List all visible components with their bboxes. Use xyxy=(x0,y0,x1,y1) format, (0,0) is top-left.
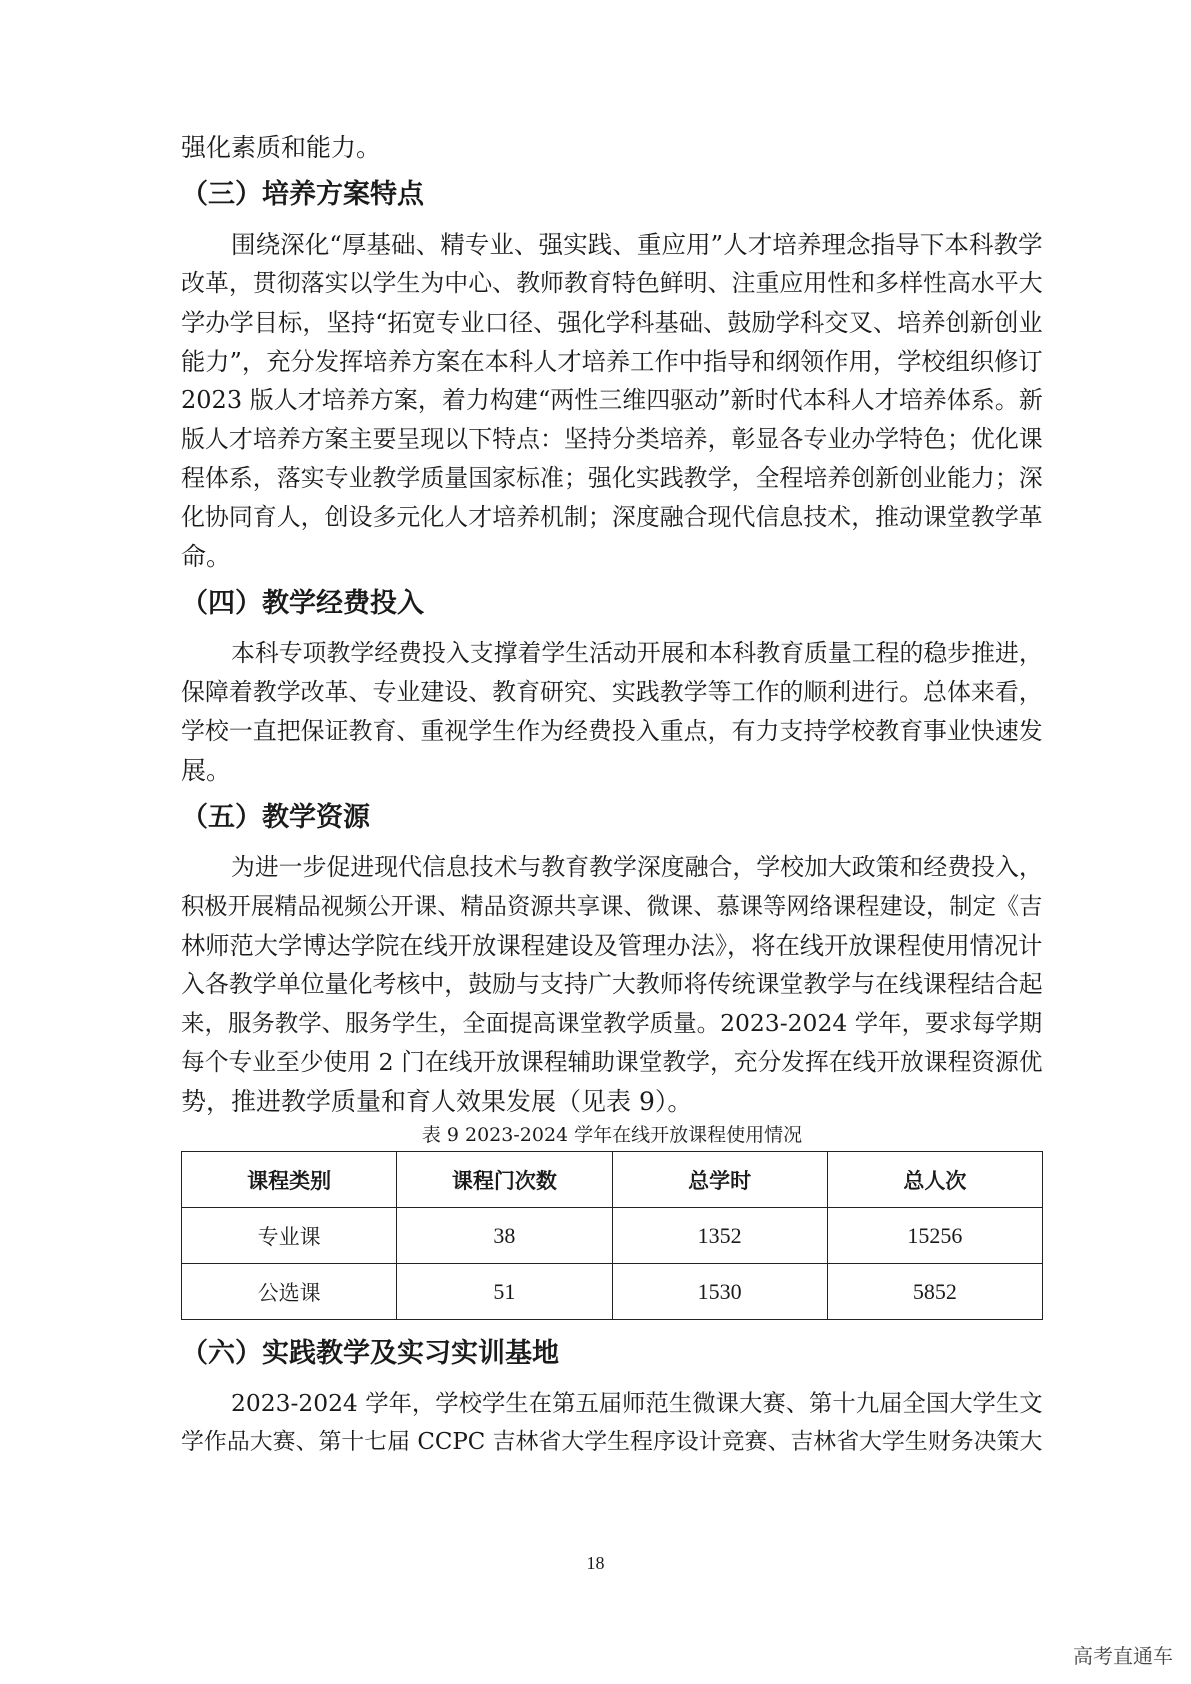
paragraph-line: 林师范大学博达学院在线开放课程建设及管理办法》，将在线开放课程使用情况计 xyxy=(181,931,1043,960)
column-header: 总学时 xyxy=(612,1152,827,1208)
table-cell: 专业课 xyxy=(182,1208,397,1264)
table-cell: 51 xyxy=(397,1264,612,1320)
paragraph-line: 改革，贯彻落实以学生为中心、教师教育特色鲜明、注重应用性和多样性高水平大 xyxy=(181,269,1043,297)
table-cell: 15256 xyxy=(827,1208,1042,1264)
paragraph-line: 势，推进教学质量和育人效果发展（见表 9）。 xyxy=(181,1087,693,1116)
section4-paragraph xyxy=(181,634,1043,790)
column-header: 课程门次数 xyxy=(397,1152,612,1208)
paragraph-line: 为进一步促进现代信息技术与教育教学深度融合，学校加大政策和经费投入， xyxy=(231,853,1043,881)
paragraph-line: 能力”，充分发挥培养方案在本科人才培养工作中指导和纲领作用，学校组织修订 xyxy=(181,347,1043,376)
table-cell: 5852 xyxy=(827,1264,1042,1320)
course-usage-table xyxy=(181,1151,1043,1320)
paragraph-line: 程体系，落实专业教学质量国家标准；强化实践教学，全程培养创新创业能力；深 xyxy=(181,464,1043,492)
paragraph-line: 命。 xyxy=(181,542,232,571)
paragraph-line: 积极开展精品视频公开课、精品资源共享课、微课、慕课等网络课程建设，制定《吉 xyxy=(181,893,1043,920)
paragraph-line: 2023-2024 学年，学校学生在第五届师范生微课大赛、第十九届全国大学生文 xyxy=(231,1389,1043,1417)
section3-paragraph xyxy=(181,225,1043,576)
intro-tail: 强化素质和能力。 xyxy=(181,133,382,162)
paragraph-line: 学作品大赛、第十七届 CCPC 吉林省大学生程序设计竞赛、吉林省大学生财务决策大 xyxy=(181,1429,1043,1455)
section6-heading: （六）实践教学及实习实训基地 xyxy=(181,1338,559,1369)
paragraph-line: 保障着教学改革、专业建设、教育研究、实践教学等工作的顺利进行。总体来看， xyxy=(181,678,1043,706)
table-cell: 38 xyxy=(397,1208,612,1264)
paragraph-line: 每个专业至少使用 2 门在线开放课程辅助课堂教学，充分发挥在线开放课程资源优 xyxy=(181,1048,1043,1076)
document-page xyxy=(181,128,1043,1462)
section5-heading: （五）教学资源 xyxy=(181,802,370,833)
section6-paragraph xyxy=(181,1384,1043,1462)
table-cell: 公选课 xyxy=(182,1264,397,1320)
paragraph-line: 化协同育人，创设多元化人才培养机制；深度融合现代信息技术，推动课堂教学革 xyxy=(181,503,1043,531)
paragraph-line: 本科专项教学经费投入支撑着学生活动开展和本科教育质量工程的稳步推进， xyxy=(231,639,1043,667)
table-cell: 1530 xyxy=(612,1264,827,1320)
paragraph-line: 来，服务教学、服务学生，全面提高课堂教学质量。2023-2024 学年，要求每学期 xyxy=(181,1009,1043,1037)
paragraph-line: 入各教学单位量化考核中，鼓励与支持广大教师将传统课堂教学与在线课程结合起 xyxy=(181,970,1043,998)
paragraph-line: 版人才培养方案主要呈现以下特点：坚持分类培养，彰显各专业办学特色；优化课 xyxy=(181,425,1043,453)
section3-heading: （三）培养方案特点 xyxy=(181,179,424,210)
paragraph-line: 围绕深化“厚基础、精专业、强实践、重应用”人才培养理念指导下本科教学 xyxy=(231,230,1043,259)
column-header: 课程类别 xyxy=(182,1152,397,1208)
page-number: 18 xyxy=(586,1553,605,1573)
paragraph-line: 2023 版人才培养方案，着力构建“两性三维四驱动”新时代本科人才培养体系。新 xyxy=(181,386,1043,414)
section5-paragraph xyxy=(181,848,1043,1121)
column-header: 总人次 xyxy=(827,1152,1042,1208)
section4-heading: （四）教学经费投入 xyxy=(181,588,424,619)
paragraph-line: 展。 xyxy=(181,756,232,785)
watermark: 高考直通车 xyxy=(1073,1644,1173,1668)
table-header-row xyxy=(182,1152,1043,1208)
table-row xyxy=(182,1264,1043,1320)
paragraph-line: 学办学目标，坚持“拓宽专业口径、强化学科基础、鼓励学科交叉、培养创新创业 xyxy=(181,308,1043,337)
paragraph-line: 学校一直把保证教育、重视学生作为经费投入重点，有力支持学校教育事业快速发 xyxy=(181,717,1043,745)
table-caption: 表 9 2023-2024 学年在线开放课程使用情况 xyxy=(421,1124,803,1146)
table-row xyxy=(182,1208,1043,1264)
table-cell: 1352 xyxy=(612,1208,827,1264)
